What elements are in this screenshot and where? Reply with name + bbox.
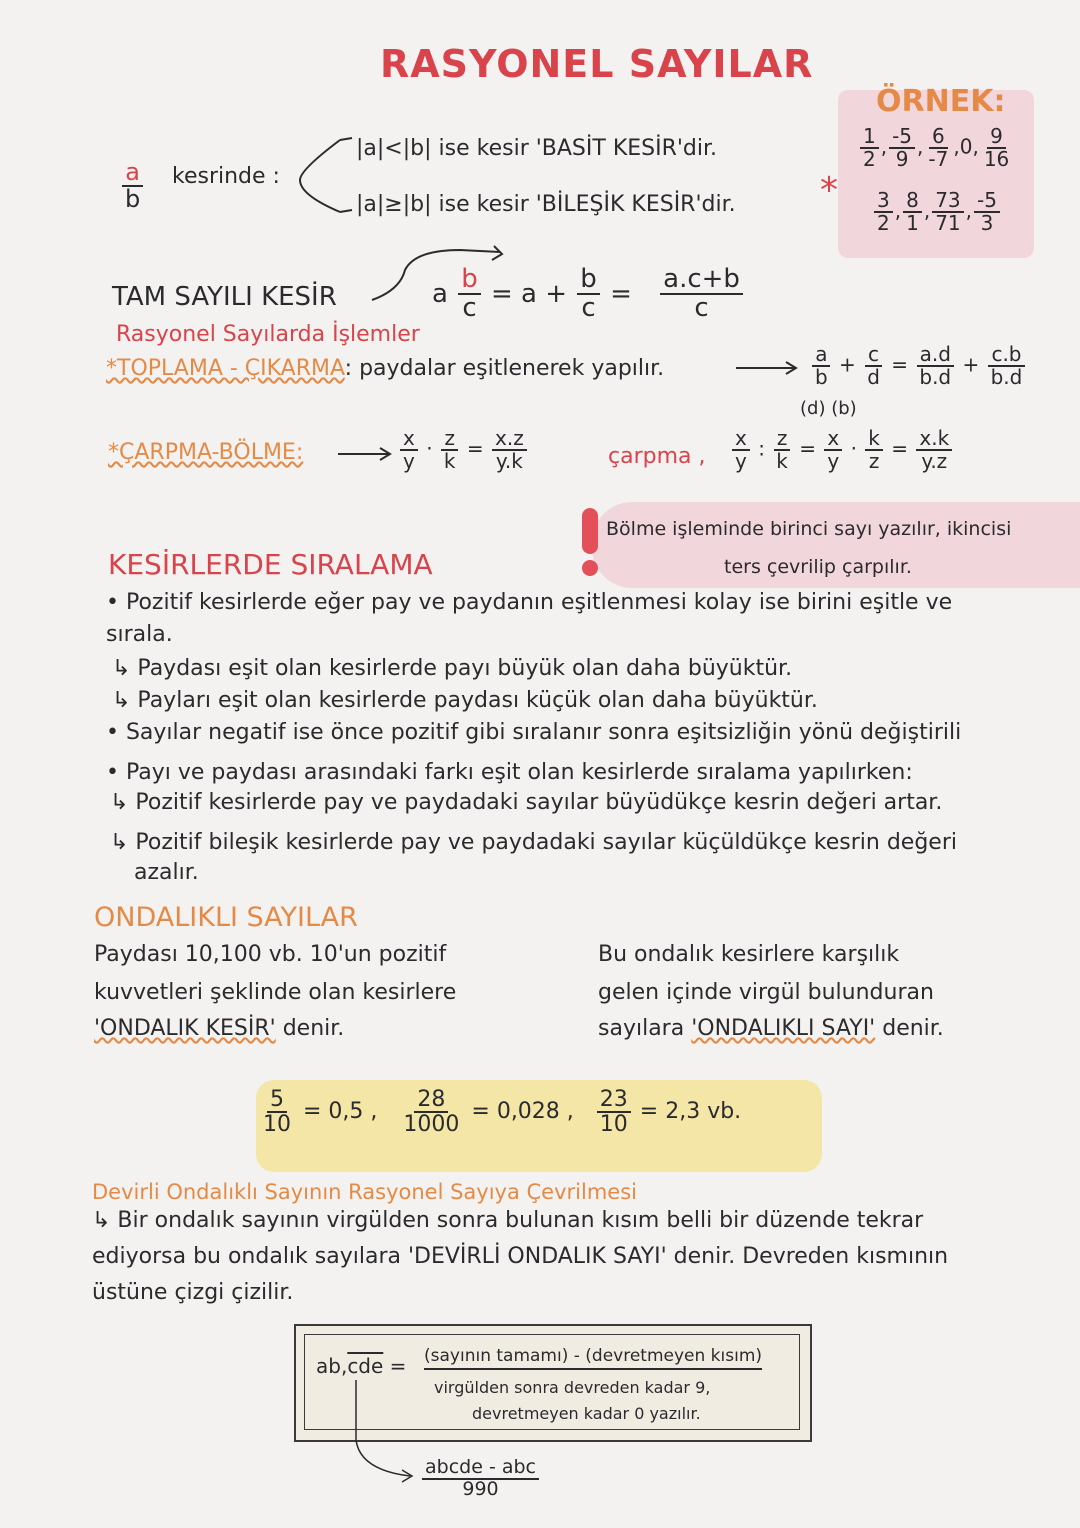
repeating-denominator-2: devretmeyen kadar 0 yazılır.: [472, 1404, 701, 1423]
multiply-formula: $\frac{x}{y}$ · $\frac{z}{k}$ = $\frac{x.z}{y.k}$: [398, 428, 529, 472]
example-fraction: $\frac{-5}{3}$: [974, 190, 1000, 234]
division-note-line-1: Bölme işleminde birinci sayı yazılır, ikincisi: [606, 518, 1012, 540]
operations-heading: Rasyonel Sayılarda İşlemler: [116, 322, 420, 347]
division-note-line-2: ters çevrilip çarpılır.: [724, 556, 912, 578]
asterisk-icon: *: [820, 170, 838, 211]
example-heading: ÖRNEK:: [876, 84, 1006, 119]
repeating-numerator: (sayının tamamı) - (devretmeyen kısım): [424, 1346, 762, 1370]
page-title: RASYONEL SAYILAR: [380, 42, 814, 86]
add-formula: $\frac{a}{b}$ + $\frac{c}{d}$ = $\frac{a.d}{b.d}$ + $\frac{c.b}{b.d}$: [810, 344, 1027, 388]
repeating-p1: ↳ Bir ondalık sayının virgülden sonra bulunan kısım belli bir düzende tekrar: [92, 1208, 924, 1233]
decimal-heading: ONDALIKLI SAYILAR: [94, 902, 358, 933]
repeating-denominator-1: virgülden sonra devreden kadar 9,: [434, 1378, 711, 1397]
example-fraction: $\frac{3}{2}$: [874, 190, 893, 234]
ordering-bullet-2: • Sayılar negatif ise önce pozitif gibi sıralanır sonra eşitsizliğin yönü değiştirili: [106, 720, 962, 745]
repeating-p3: üstüne çizgi çizilir.: [92, 1280, 294, 1305]
fraction-label: kesrinde :: [172, 164, 280, 189]
decimal-right-3: sayılara 'ONDALIKLI SAYI' denir.: [598, 1016, 944, 1041]
example-fraction: $\frac{9}{16}$: [983, 124, 1010, 171]
multiply-word: çarpma ,: [608, 444, 706, 469]
multiply-divide-label: *ÇARPMA-BÖLME:: [108, 440, 304, 465]
add-subtract-rule: *TOPLAMA - ÇIKARMA: paydalar eşitlenerek yapılır.: [106, 356, 665, 381]
repeating-example: abcde - abc 990: [420, 1458, 541, 1500]
ordering-heading: KESİRLERDE SIRALAMA: [108, 548, 433, 581]
fraction-a-over-b: $\frac{a}{b}$: [120, 160, 145, 212]
ordering-bullet-1-cont: sırala.: [106, 622, 173, 647]
divide-formula: $\frac{x}{y}$ : $\frac{z}{k}$ = $\frac{x}{y}$ · $\frac{k}{z}$ = $\frac{x.k}{y.z}$: [730, 428, 954, 472]
decimal-left-1: Paydası 10,100 vb. 10'un pozitif: [94, 942, 447, 967]
example-fraction: $\frac{6}{-7}$: [928, 124, 949, 171]
example-number: 0: [959, 134, 973, 159]
decimal-right-2: gelen içinde virgül bulunduran: [598, 980, 934, 1005]
decimal-left-3: 'ONDALIK KESİR' denir.: [94, 1016, 345, 1041]
ordering-sub-2: ↳ Payları eşit olan kesirlerde paydası küçük olan daha büyüktür.: [112, 688, 818, 713]
proper-fraction-rule: |a|<|b| ise kesir 'BASİT KESİR'dir.: [356, 136, 718, 161]
mixed-fraction-label: TAM SAYILI KESİR: [112, 282, 337, 312]
repeating-p2: ediyorsa bu ondalık sayılara 'DEVİRLİ ONDALIK SAYI' denir. Devreden kısmının: [92, 1244, 949, 1269]
example-fraction: $\frac{1}{2}$: [860, 126, 879, 170]
improper-fraction-rule: |a|≥|b| ise kesir 'BİLEŞİK KESİR'dir.: [356, 192, 736, 217]
ordering-bullet-3: • Payı ve paydası arasındaki farkı eşit olan kesirlerde sıralama yapılırken:: [106, 760, 913, 785]
example-row-1: $\frac{1}{2}$ , $\frac{-5}{9}$ , $\frac{6}{-7}$ ,0, $\frac{9}{16}$: [858, 126, 1014, 170]
example-fraction: $\frac{-5}{9}$: [889, 126, 915, 170]
mixed-fraction-formula: a $\frac{b}{c}$ = a + $\frac{b}{c}$ = $\frac{a.c+b}{c}$: [432, 266, 745, 323]
expansion-factors: (d) (b): [800, 398, 857, 419]
ordering-sub-3: ↳ Pozitif kesirlerde pay ve paydadaki sayılar büyüdükçe kesrin değeri artar.: [110, 790, 943, 815]
ordering-sub-4: ↳ Pozitif bileşik kesirlerde pay ve paydadaki sayılar küçüldükçe kesrin değeri: [110, 830, 957, 855]
example-row-2: $\frac{3}{2}$ , $\frac{8}{1}$ , $\frac{73}{71}$ , $\frac{-5}{3}$: [872, 190, 1002, 234]
ordering-bullet-1: • Pozitif kesirlerde eğer pay ve paydanın eşitlenmesi kolay ise birini eşitle ve: [106, 590, 953, 615]
decimal-left-2: kuvvetleri şeklinde olan kesirlere: [94, 980, 457, 1005]
ordering-sub-4-cont: azalır.: [134, 860, 199, 885]
repeating-heading: Devirli Ondalıklı Sayının Rasyonel Sayıya Çevrilmesi: [92, 1180, 637, 1204]
decimal-right-1: Bu ondalık kesirlere karşılık: [598, 942, 900, 967]
example-fraction: $\frac{73}{71}$: [932, 190, 963, 234]
ordering-sub-1: ↳ Paydası eşit olan kesirlerde payı büyük olan daha büyüktür.: [112, 656, 793, 681]
repeating-lhs: $ab,\overline{cde}$ =: [316, 1354, 407, 1378]
decimal-examples: $\frac{5}{10}$ = 0,5 , $\frac{28}{1000}$ = 0,028 , $\frac{23}{10}$ = 2,3 vb.: [263, 1087, 742, 1138]
example-fraction: $\frac{8}{1}$: [903, 190, 922, 234]
